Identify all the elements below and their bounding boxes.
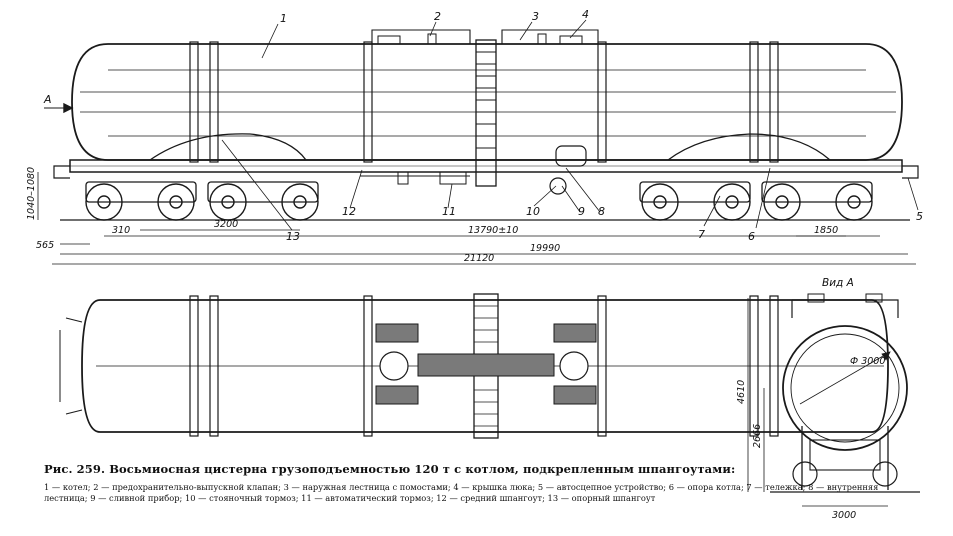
caption-title: Рис. 259. Восьмиосная цистерна грузоподъемностью 120 т с котлом, подкрепленным шпангоутами:	[44, 462, 736, 476]
callout-8: 8	[598, 205, 605, 218]
dim-21120: 21120	[464, 253, 495, 264]
callout-12: 12	[342, 205, 356, 218]
dim-height-axis: 2666	[752, 423, 763, 448]
dim-diameter: Ф 3000	[850, 356, 886, 367]
figure-caption	[44, 462, 924, 504]
callout-11: 11	[442, 205, 456, 218]
callout-13: 13	[286, 230, 300, 243]
callout-2: 2	[434, 10, 441, 23]
callout-4: 4	[582, 8, 589, 21]
dim-width-end: 3000	[832, 510, 857, 521]
callout-9: 9	[578, 205, 585, 218]
callout-3: 3	[532, 10, 539, 23]
dim-19990: 19990	[530, 243, 561, 254]
callout-5: 5	[916, 210, 923, 223]
callout-10: 10	[526, 205, 540, 218]
dim-1850: 1850	[814, 225, 839, 236]
view-arrow-label: A	[44, 93, 52, 106]
dim-height-rail: 1040–1080	[26, 166, 37, 220]
view-a-label: Вид A	[822, 277, 854, 289]
dim-height-total: 4610	[736, 379, 747, 404]
dim-565: 565	[36, 240, 55, 251]
callout-1: 1	[280, 12, 287, 25]
dim-3200: 3200	[214, 219, 239, 230]
callout-6: 6	[748, 230, 755, 243]
dim-310: 310	[112, 225, 131, 236]
dim-13790: 13790±10	[468, 225, 519, 236]
caption-legend: 1 — котел; 2 — предохранительно-выпускной клапан; 3 — наружная лестница с помостами; 4 — крышка люка; 5 — автосцепное устройство; 6 — опора котла; 7 — тележка; 8 — внутренняя лестница; 9 — сливной прибор; 10 — стояночный тормоз; 11 — автоматический тормоз; 12 — средний шпангоут; 13 — опорный шпангоут	[44, 482, 879, 503]
callout-7: 7	[698, 228, 705, 241]
